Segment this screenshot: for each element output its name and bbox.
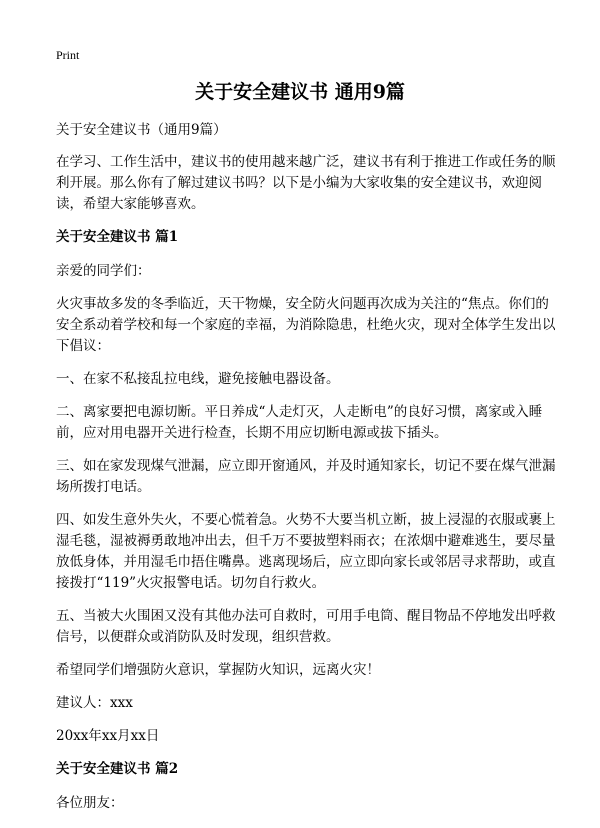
closing-paragraph: 希望同学们增强防火意识，掌握防火知识，远离火灾！ bbox=[56, 662, 380, 678]
proposal-item-4: 四、如发生意外失火，不要心慌着急。火势不大要当机立断，披上浸湿的衣服或裹上湿毛毯，湿被褥勇敢地冲出去，但千万不要披塑料雨衣；在浓烟中避难逃生，要尽量放低身体，并用湿毛巾捂住嘴鼻。逃离现场后，应立即向家长或邻居寻求帮助，或直接拨打“119”火灾报警电话。切勿自行救火。 bbox=[56, 512, 556, 591]
section-heading: 关于安全建议书 篇1 bbox=[56, 229, 179, 245]
document-subtitle: 关于安全建议书（通用9篇） bbox=[56, 122, 227, 138]
print-link[interactable]: Print bbox=[56, 48, 80, 62]
signature: 建议人：xxx bbox=[56, 695, 133, 711]
proposal-item-5: 五、当被大火围困又没有其他办法可自救时，可用手电筒、醒目物品不停地发出呼救信号，以便群众或消防队及时发现，组织营救。 bbox=[56, 608, 556, 645]
section-heading: 关于安全建议书 篇2 bbox=[56, 761, 179, 777]
salutation: 各位朋友： bbox=[56, 795, 124, 811]
section-1 bbox=[56, 227, 556, 747]
section-2 bbox=[56, 759, 556, 814]
page-title: 关于安全建议书 通用9篇 bbox=[195, 81, 405, 103]
document-body bbox=[56, 120, 556, 826]
salutation: 亲爱的同学们： bbox=[56, 263, 151, 279]
date: 20xx年xx月xx日 bbox=[56, 728, 160, 744]
proposal-item-2: 二、离家要把电源切断。平日养成“人走灯灭，人走断电”的良好习惯，离家或入睡前，应对用电器开关进行检查，长期不用应切断电源或拔下插头。 bbox=[56, 404, 543, 441]
proposal-item-1: 一、在家不私接乱拉电线，避免接触电器设备。 bbox=[56, 371, 340, 387]
intro-paragraph: 在学习、工作生活中，建议书的使用越来越广泛，建议书有利于推进工作或任务的顺利开展。那么你有了解过建议书吗？以下是小编为大家收集的安全建议书，欢迎阅读，希望大家能够喜欢。 bbox=[56, 154, 556, 212]
body-paragraph: 火灾事故多发的冬季临近，天干物燥，安全防火问题再次成为关注的“焦点。你们的安全系动着学校和每一个家庭的幸福，为消除隐患，杜绝火灾，现对全体学生发出以下倡议： bbox=[56, 296, 556, 354]
proposal-item-3: 三、如在家发现煤气泄漏，应立即开窗通风，并及时通知家长，切记不要在煤气泄漏场所拨打电话。 bbox=[56, 458, 556, 495]
